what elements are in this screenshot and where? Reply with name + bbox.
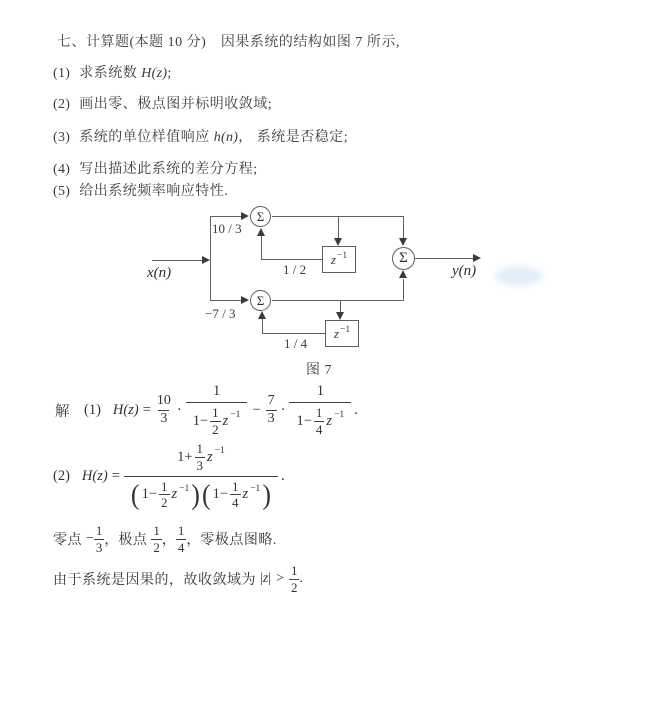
numerator: 1 (290, 562, 298, 578)
item-5-number: (5) (53, 184, 71, 199)
wire-feedback-bottom-h (262, 333, 325, 334)
denominator: 2 (212, 421, 219, 437)
abs-bar: | (268, 571, 272, 586)
z-variable: z (326, 412, 333, 429)
minus-sign: − (86, 531, 94, 546)
wire-output (415, 258, 473, 259)
solution-eq2 (53, 442, 285, 510)
period: . (299, 571, 303, 586)
arrow-feedback-top-icon (257, 228, 265, 236)
roc-fraction (289, 564, 300, 594)
denominator: 4 (315, 421, 323, 437)
arrow-delay-top-icon (334, 238, 342, 246)
z-exponent: −1 (179, 483, 190, 494)
feedback-bottom-label: 1 / 4 (284, 336, 308, 351)
numerator: 1 (153, 522, 160, 538)
denominator: 3 (160, 410, 168, 426)
numerator: 1 (212, 404, 219, 420)
denominator: 3 (95, 539, 103, 555)
pole-fraction-1 (151, 524, 162, 554)
inner-fraction (230, 480, 241, 510)
problem-item-2 (53, 93, 272, 113)
z-exponent: −1 (214, 446, 225, 457)
input-signal-label: x(n) (147, 265, 172, 281)
summing-junction-top (250, 206, 271, 227)
z-variable: z (242, 486, 249, 503)
wire-feedback-top-v (261, 236, 262, 259)
item-1-math: H(z) (141, 66, 168, 81)
denominator: 2 (153, 539, 160, 555)
denominator: 3 (267, 410, 275, 426)
inner-fraction (195, 442, 206, 472)
solution-eq1 (55, 384, 358, 436)
denominator: 4 (232, 495, 239, 511)
item-4-number: (4) (53, 162, 71, 177)
greater-than-sign: > (276, 571, 284, 586)
wire-tap-top (338, 217, 339, 238)
item-1-post: ; (167, 66, 172, 81)
problem-title: 七、计算题(本题 10 分) 因果系统的结构如图 7 所示, (57, 35, 400, 50)
equals-sign: = (111, 467, 120, 484)
period: . (354, 401, 358, 418)
wire-bottom-out (272, 300, 404, 301)
den-prefix: 1− (192, 412, 209, 429)
problem-item-1 (53, 62, 172, 82)
z-variable: z (207, 448, 213, 465)
numerator: 1 (232, 478, 239, 494)
z-variable: z (171, 486, 178, 503)
summing-junction-output (392, 247, 415, 270)
gain-bottom-label: −7 / 3 (205, 306, 236, 321)
sigma-symbol: Σ (399, 250, 408, 266)
comma: ， (186, 533, 201, 548)
abs-bar: | (260, 571, 263, 586)
delay-z: z (330, 251, 336, 267)
wire-feedback-top-h (261, 259, 322, 260)
wire-top-in (211, 216, 241, 217)
arrow-top-in-icon (241, 212, 249, 220)
numerator: 7 (267, 392, 275, 408)
pole-fraction-2 (176, 524, 187, 554)
problem-item-5 (53, 180, 228, 200)
inner-fraction (314, 406, 325, 436)
coefficient-fraction-2 (266, 394, 277, 426)
z-variable: z (262, 571, 269, 586)
wire-bottom-in (211, 300, 241, 301)
den-prefix: 1− (141, 486, 157, 503)
numerator: 1 (161, 478, 168, 494)
item-3-number: (3) (53, 130, 71, 145)
item-1-number: (1) (53, 66, 71, 81)
comma: ， (161, 533, 176, 548)
wire-to-outsum-top (403, 217, 404, 238)
numerator: 1 (95, 522, 103, 538)
zeros-poles-note: 零极点图略. (200, 533, 277, 548)
wire-tap-bottom (340, 301, 341, 312)
den-prefix: 1− (296, 412, 312, 429)
zero-label: 零点 (53, 533, 82, 548)
delay-exponent: −1 (336, 250, 348, 261)
wire-branch (210, 216, 211, 301)
denominator: 2 (161, 495, 168, 511)
zero-fraction (94, 524, 105, 554)
item-3-math: h(n) (213, 130, 239, 145)
figure-caption: 图 7 (306, 363, 332, 378)
scan-artifact (495, 266, 543, 286)
transfer-function-fraction (124, 442, 278, 510)
arrow-outsum-bottom-icon (399, 270, 407, 278)
arrow-input-icon (202, 256, 210, 264)
delay-block-bottom (325, 320, 359, 347)
arrow-delay-bottom-icon (336, 312, 344, 320)
summing-junction-bottom (250, 290, 271, 311)
item-4-text: 写出描述此系统的差分方程; (79, 162, 258, 177)
arrow-feedback-bottom-icon (258, 311, 266, 319)
term-fraction-2 (289, 384, 351, 437)
equals-sign: = (142, 401, 151, 418)
gain-top-label: 10 / 3 (212, 221, 242, 236)
sigma-symbol: Σ (256, 292, 265, 308)
close-paren: ) (262, 478, 271, 511)
close-paren: ) (191, 478, 200, 511)
numerator: 1 (212, 382, 221, 399)
problem-item-4 (53, 158, 258, 178)
item-2-text: 画出零、极点图并标明收敛域; (79, 97, 273, 112)
eq2-lhs: H(z) (81, 467, 108, 484)
numerator: 1 (315, 404, 323, 420)
item-3-text: 系统的单位样值响应 (79, 130, 214, 145)
period: . (280, 467, 285, 484)
feedback-top-label: 1 / 2 (283, 262, 307, 277)
item-2-number: (2) (53, 97, 71, 112)
z-exponent: −1 (230, 410, 241, 421)
numerator: 1 (196, 441, 204, 457)
num-prefix: 1+ (177, 448, 193, 465)
delay-block-top (322, 246, 356, 273)
numerator: 1 (316, 382, 324, 399)
eq2-index: (2) (53, 467, 70, 484)
z-exponent: −1 (250, 483, 261, 494)
term-fraction-1 (186, 384, 248, 437)
numerator: 10 (156, 392, 171, 408)
open-paren: ( (201, 478, 211, 511)
delay-z: z (333, 325, 339, 341)
item-3-post: ， 系统是否稳定; (238, 130, 349, 145)
multiply-dot: · (176, 401, 182, 418)
item-5-text: 给出系统频率响应特性. (79, 184, 229, 199)
wire-input (152, 260, 202, 261)
coefficient-fraction-1 (155, 394, 173, 426)
output-signal-label: y(n) (452, 263, 477, 279)
arrow-output-icon (473, 254, 481, 262)
solution-label: 解 (55, 403, 70, 420)
delay-exponent: −1 (339, 324, 351, 335)
denominator: 3 (196, 457, 204, 473)
item-1-text: 求系统数 (79, 66, 142, 81)
z-variable: z (222, 412, 229, 429)
roc-line (53, 558, 303, 600)
arrow-outsum-top-icon (399, 238, 407, 246)
sigma-symbol: Σ (256, 208, 265, 224)
numerator: 1 (177, 522, 185, 538)
wire-feedback-bottom-v (262, 319, 263, 333)
eq1-lhs: H(z) (112, 401, 139, 418)
open-paren: ( (130, 478, 140, 511)
wire-to-outsum-bottom (403, 279, 404, 301)
roc-text: 由于系统是因果的，故收敛域为 (53, 573, 256, 588)
multiply-dot: · (280, 401, 286, 418)
zeros-poles-line (53, 518, 277, 560)
pole-label: 极点 (118, 533, 148, 548)
denominator: 2 (290, 579, 298, 595)
minus-sign: − (252, 401, 261, 418)
denominator: 4 (177, 539, 185, 555)
den-prefix: 1− (212, 486, 229, 503)
eq1-index: (1) (84, 401, 101, 418)
problem-item-3 (53, 126, 348, 146)
arrow-bottom-in-icon (241, 296, 249, 304)
inner-fraction (210, 406, 221, 436)
comma: ， (104, 533, 119, 548)
z-exponent: −1 (334, 410, 345, 421)
inner-fraction (159, 480, 170, 510)
